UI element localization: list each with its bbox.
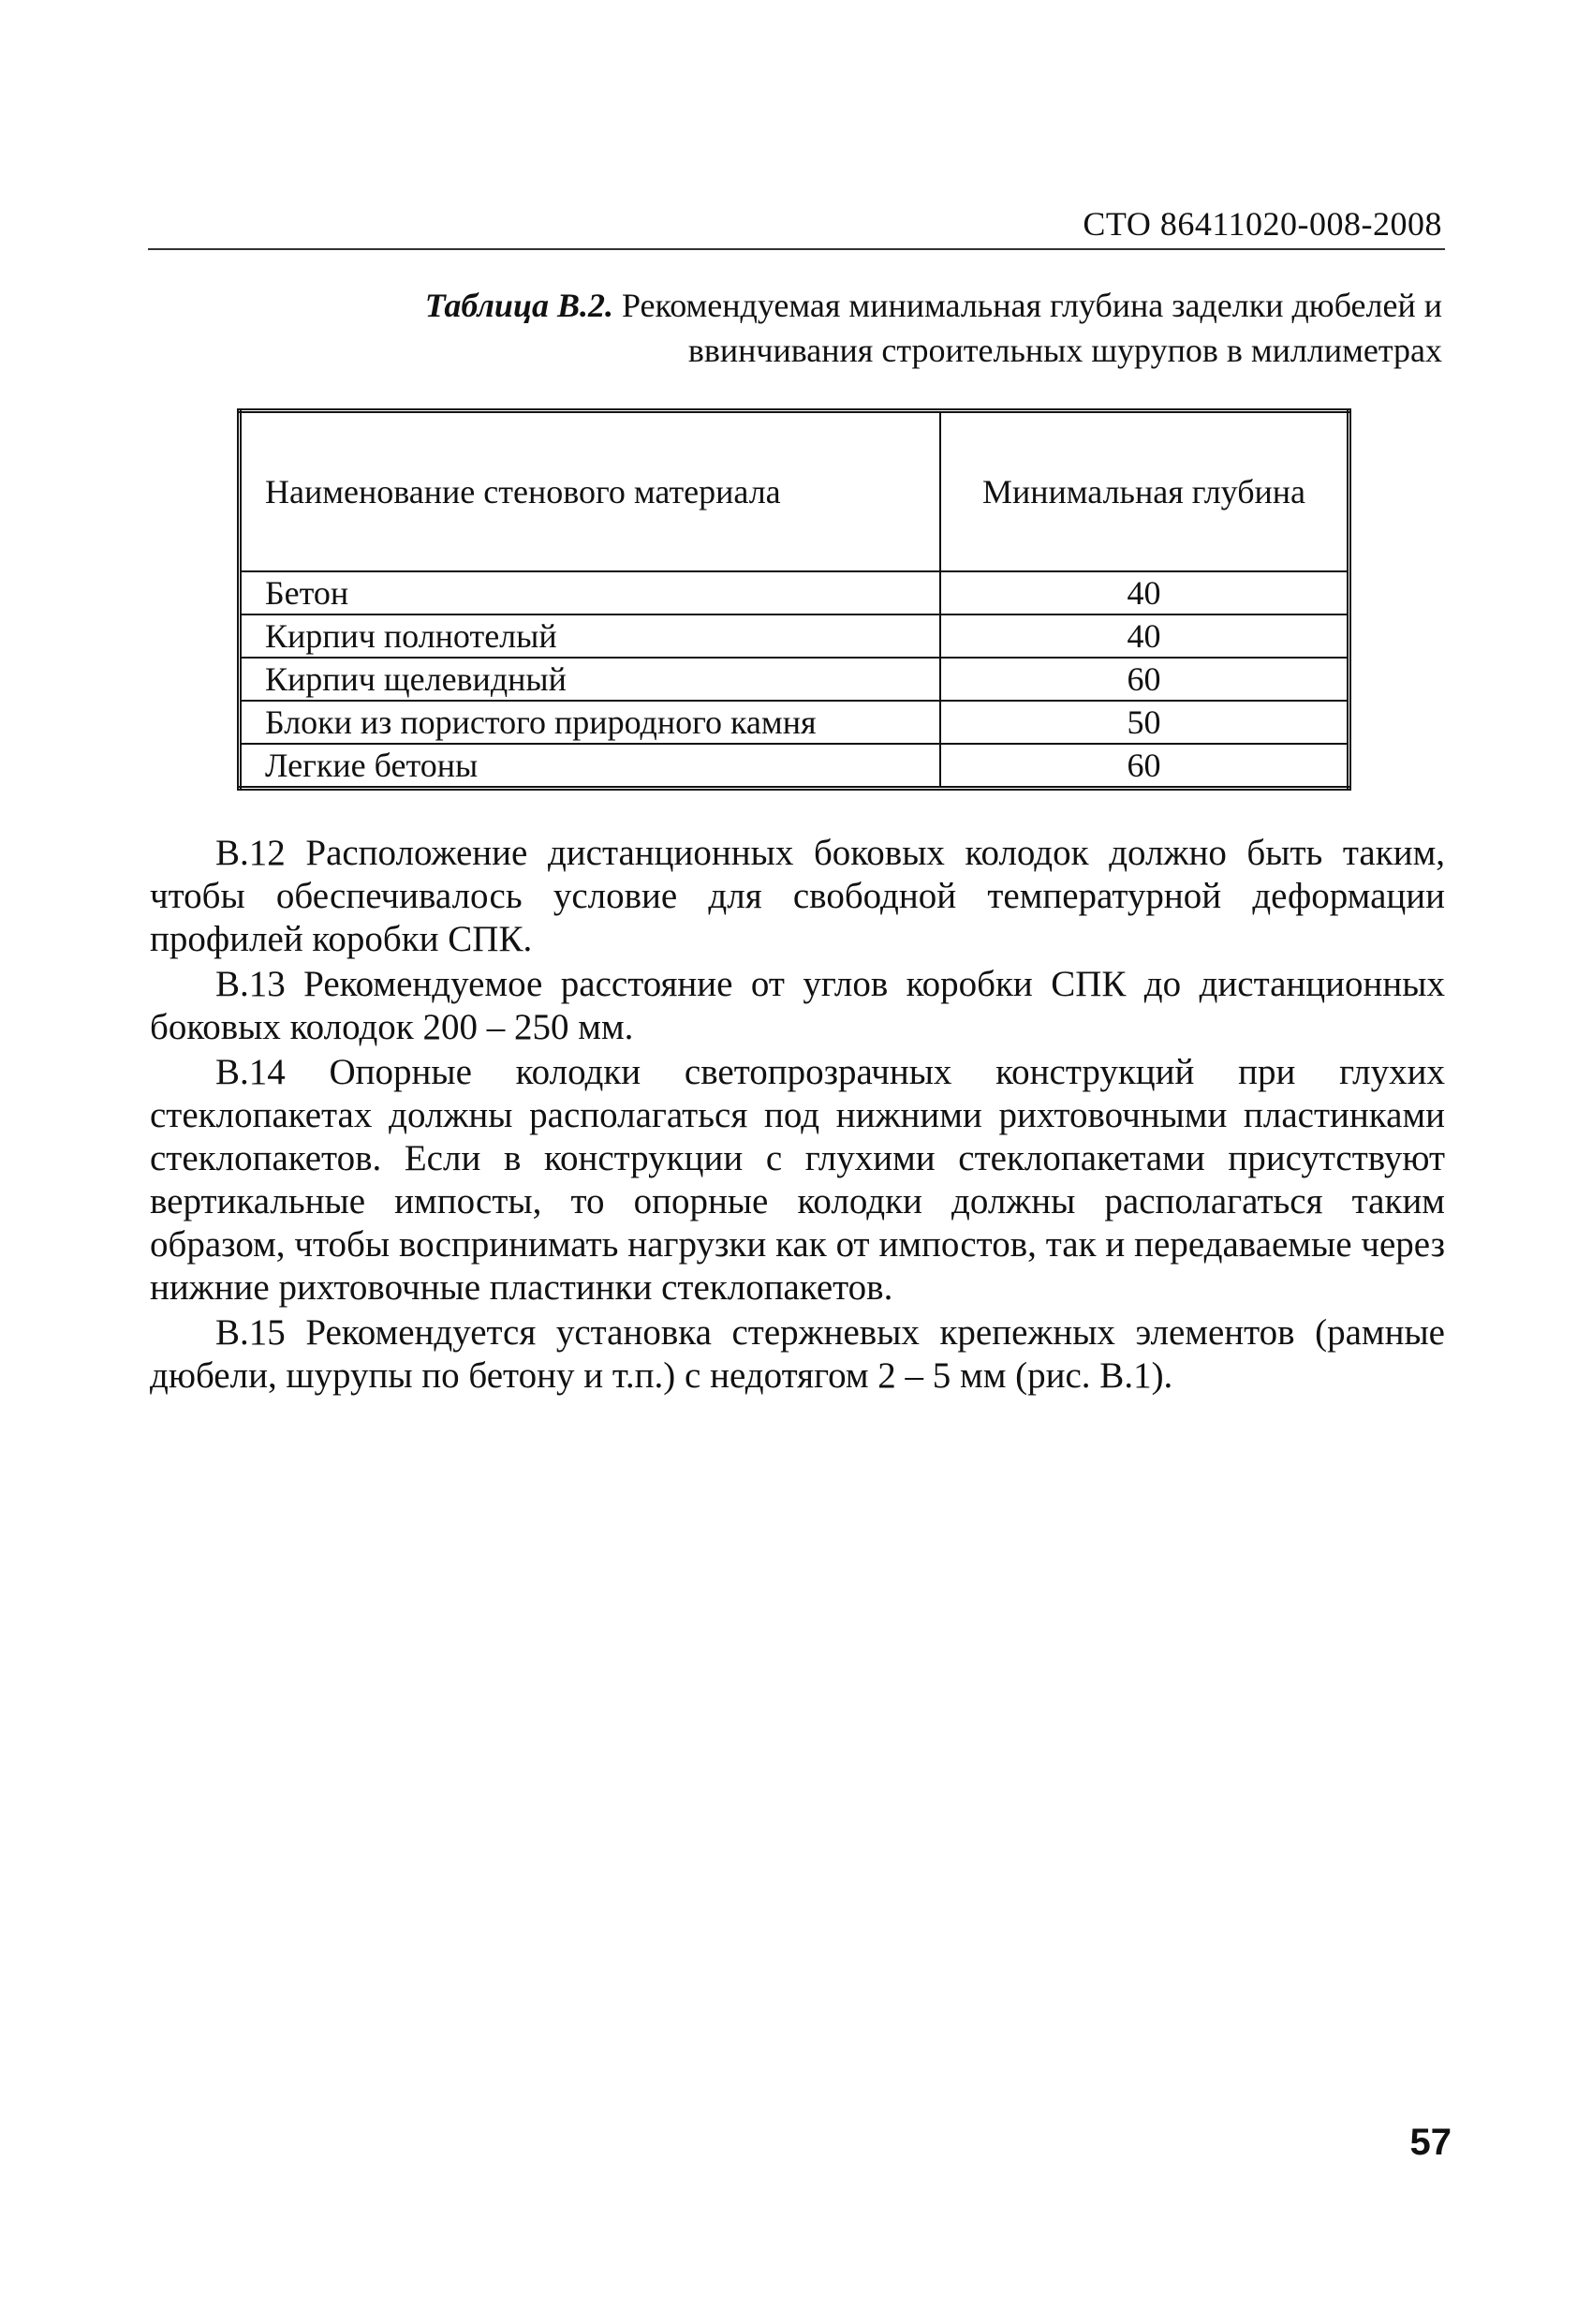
depth-cell: 60 xyxy=(940,658,1349,701)
column-header-depth: Минимальная глубина xyxy=(940,411,1349,572)
material-cell: Кирпич полнотелый xyxy=(240,614,941,658)
depth-cell: 50 xyxy=(940,701,1349,744)
depth-cell: 40 xyxy=(940,614,1349,658)
header-rule xyxy=(148,248,1445,250)
table-row xyxy=(240,744,1349,789)
table-row xyxy=(240,571,1349,614)
paragraph-b13: В.13 Рекомендуемое расстояние от углов коробки СПК до дистанционных боковых колодок 200 – 250 мм. xyxy=(150,964,1445,1047)
depth-cell: 60 xyxy=(940,744,1349,789)
table-row xyxy=(240,614,1349,658)
table-row xyxy=(240,658,1349,701)
paragraph-b12: В.12 Расположение дистанционных боковых колодок должно быть таким, чтобы обеспечивалось условие для свободной температурной деформации профилей коробки СПК. xyxy=(150,833,1445,959)
material-cell: Блоки из пористого природного камня xyxy=(240,701,941,744)
table-row xyxy=(240,701,1349,744)
table-header-row xyxy=(240,411,1349,572)
depth-table xyxy=(237,408,1351,791)
body-text xyxy=(150,832,1445,1398)
document-code: СТО 86411020-008-2008 xyxy=(1083,205,1442,243)
material-cell: Кирпич щелевидный xyxy=(240,658,941,701)
column-header-material: Наименование стенового материала xyxy=(240,411,941,572)
paragraph-b14: В.14 Опорные колодки светопрозрачных конструкций при глухих стеклопакетах должны располагаться под нижними рихтовочными пластинками стеклопакетов. Если в конструкции с глухими стеклопакетами присутствуют вертикальные импосты, то опорные колодки должны располагаться таким образом, чтобы воспринимать нагрузки как от импостов, так и передаваемые через нижние рихтовочные пластинки стеклопакетов. xyxy=(150,1052,1445,1308)
material-cell: Легкие бетоны xyxy=(240,744,941,789)
table-caption-text: Рекомендуемая минимальная глубина заделки дюбелей и ввинчивания строительных шурупов в миллиметрах xyxy=(622,287,1442,369)
page-number: 57 xyxy=(1409,2122,1452,2163)
table-caption xyxy=(318,283,1442,373)
depth-cell: 40 xyxy=(940,571,1349,614)
material-cell: Бетон xyxy=(240,571,941,614)
table-caption-label: Таблица В.2. xyxy=(424,287,613,324)
paragraph-b15: В.15 Рекомендуется установка стержневых крепежных элементов (рамные дюбели, шурупы по бетону и т.п.) с недотягом 2 – 5 мм (рис. В.1). xyxy=(150,1312,1445,1396)
